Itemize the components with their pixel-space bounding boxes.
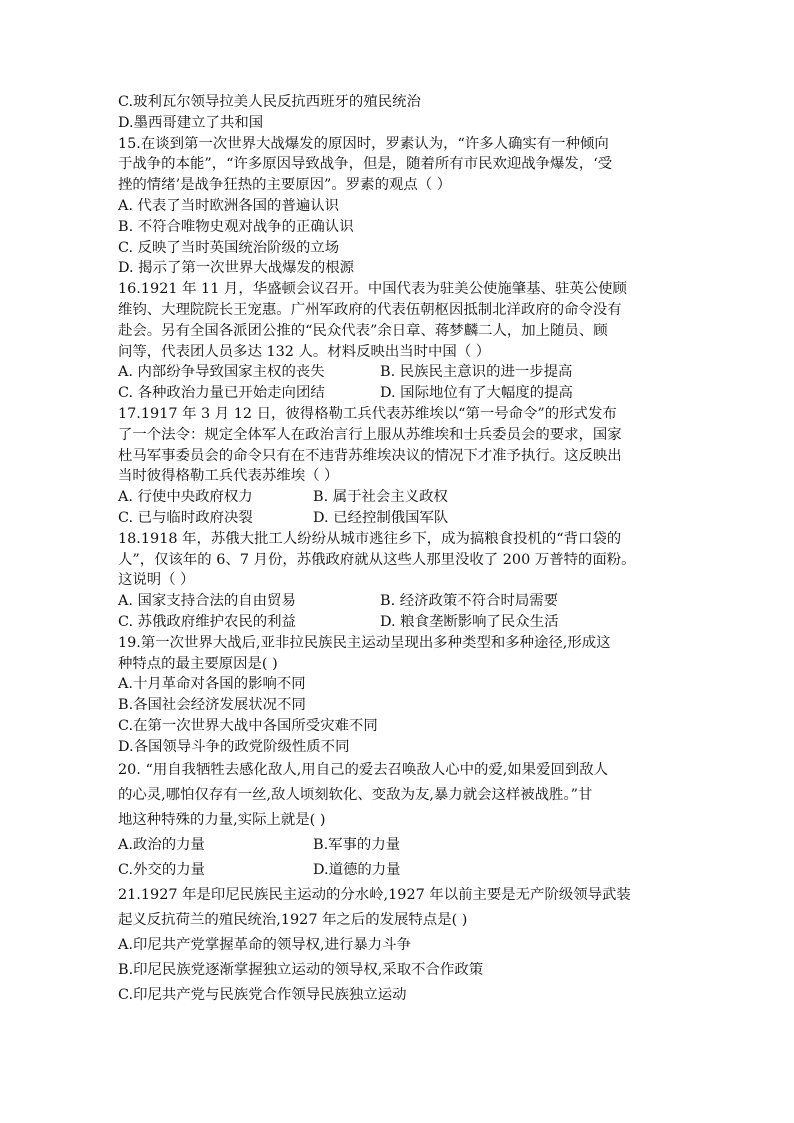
options-row (118, 833, 678, 858)
text-line: 维钧、大理院院长王宠惠。广州军政府的代表伍朝枢因抵制北洋政府的命令没有 (118, 301, 622, 318)
question-18-stem: 18.1918 年，苏俄大批工人纷纷从城市逃往乡下，成为搞粮食投机的“背口袋的 (118, 530, 622, 547)
option-d: D. 已经控制俄国军队 (313, 509, 449, 526)
option-d: D. 揭示了第一次世界大战爆发的根源 (118, 260, 355, 277)
question-19-stem: 19.第一次世界大战后,亚非拉民族民主运动呈现出多种类型和多种途径,形成这 (118, 634, 611, 651)
question-15-stem: 15.在谈到第一次世界大战爆发的原因时，罗素认为，“许多人确实有一种倾向 (118, 135, 609, 152)
options-row (118, 858, 678, 883)
question-21-stem: 21.1927 年是印尼民族民主运动的分水岭,1927 年以前主要是无产阶级领导武装 (118, 886, 631, 903)
option-c: C. 各种政治力量已开始走向团结 (118, 385, 325, 402)
option-c: C.在第一次世界大战中各国所受灾难不同 (118, 717, 378, 734)
option-a: A. 代表了当时欧洲各国的普遍认识 (118, 197, 340, 214)
options-row (118, 362, 678, 383)
text-line: 了一个法令：规定全体军人在政治言行上服从苏维埃和士兵委员会的要求，国家 (118, 426, 622, 443)
text-line: 这说明（ ） (118, 572, 195, 589)
option-c: C. 反映了当时英国统治阶级的立场 (118, 239, 340, 256)
options-row (118, 487, 678, 508)
option-b: B. 经济政策不符合时局需要 (380, 593, 559, 610)
text-line: 起义反抗荷兰的殖民统治,1927 年之后的发展特点是( ) (118, 911, 468, 928)
option-a: A. 国家支持合法的自由贸易 (118, 593, 296, 610)
text-line: 当时彼得格勒工兵代表苏维埃（ ） (118, 468, 339, 485)
question-17-stem: 17.1917 年 3 月 12 日，彼得格勒工兵代表苏维埃以“第一号命令”的形式发布 (118, 405, 617, 422)
option-a: A.印尼共产党掌握革命的领导权,进行暴力斗争 (118, 936, 411, 953)
options-row (118, 383, 678, 404)
option-c: C. 已与临时政府决裂 (118, 509, 253, 526)
text-line: 地这种特殊的力量,实际上就是( ) (118, 811, 326, 828)
text-line: 于战争的本能”，“许多原因导致战争，但是，随着所有市民欢迎战争爆发，‘受 (118, 156, 613, 173)
option-a: A.政治的力量 (118, 836, 205, 853)
option-a: A. 内部纷争导致国家主权的丧失 (118, 364, 325, 381)
option-d: D. 国际地位有了大幅度的提高 (380, 385, 573, 402)
options-row (118, 591, 678, 612)
option-a: A. 行使中央政府权力 (118, 489, 253, 506)
option-a: A.十月革命对各国的影响不同 (118, 676, 306, 693)
option-c: C.印尼共产党与民族党合作领导民族独立运动 (118, 986, 407, 1003)
options-row (118, 508, 678, 529)
option-b: B.军事的力量 (313, 836, 401, 853)
option-b: B.印尼民族党逐渐掌握独立运动的领导权,采取不合作政策 (118, 961, 484, 978)
option-b: B.各国社会经济发展状况不同 (118, 697, 306, 714)
text-line: 杜马军事委员会的命令只有在不违背苏维埃决议的情况下才准予执行。这反映出 (118, 447, 622, 464)
text-line: D.墨西哥建立了共和国 (118, 114, 264, 131)
option-d: D. 粮食垄断影响了民众生活 (380, 613, 559, 630)
options-row (118, 612, 678, 633)
option-b: B. 属于社会主义政权 (313, 489, 448, 506)
text-line: 人”，仅该年的 6、7 月份，苏俄政府就从这些人那里没收了 200 万普特的面粉。 (118, 551, 636, 568)
option-d: D.道德的力量 (313, 861, 401, 878)
text-line: 的心灵,哪怕仅存有一丝,敌人顷刻软化、变敌为友,暴力就会这样被战胜。”甘 (118, 786, 593, 803)
text-line: 问等，代表团人员多达 132 人。材料反映出当时中国（ ） (118, 343, 491, 360)
text-line: 挫的情绪’是战争狂热的主要原因”。罗素的观点（ ） (118, 177, 452, 194)
option-d: D.各国领导斗争的政党阶级性质不同 (118, 738, 350, 755)
option-b: B. 民族民主意识的进一步提高 (380, 364, 573, 381)
text-line: 赴会。另有全国各派团公推的“民众代表”余日章、蒋梦麟二人，加上随员、顾 (118, 322, 608, 339)
question-16-stem: 16.1921 年 11 月，华盛顿会议召开。中国代表为驻美公使施肇基、驻英公使顾 (118, 281, 627, 298)
text-line: 种特点的最主要原因是( ) (118, 655, 278, 672)
question-20-stem: 20. “用自我牺牲去感化敌人,用自己的爱去召唤敌人心中的爱,如果爱回到敌人 (118, 761, 609, 778)
text-line: C.玻利瓦尔领导拉美人民反抗西班牙的殖民统治 (118, 94, 421, 110)
option-c: C.外交的力量 (118, 861, 206, 878)
exam-page (118, 92, 678, 1008)
option-b: B. 不符合唯物史观对战争的正确认识 (118, 218, 354, 235)
option-c: C. 苏俄政府维护农民的利益 (118, 613, 296, 630)
